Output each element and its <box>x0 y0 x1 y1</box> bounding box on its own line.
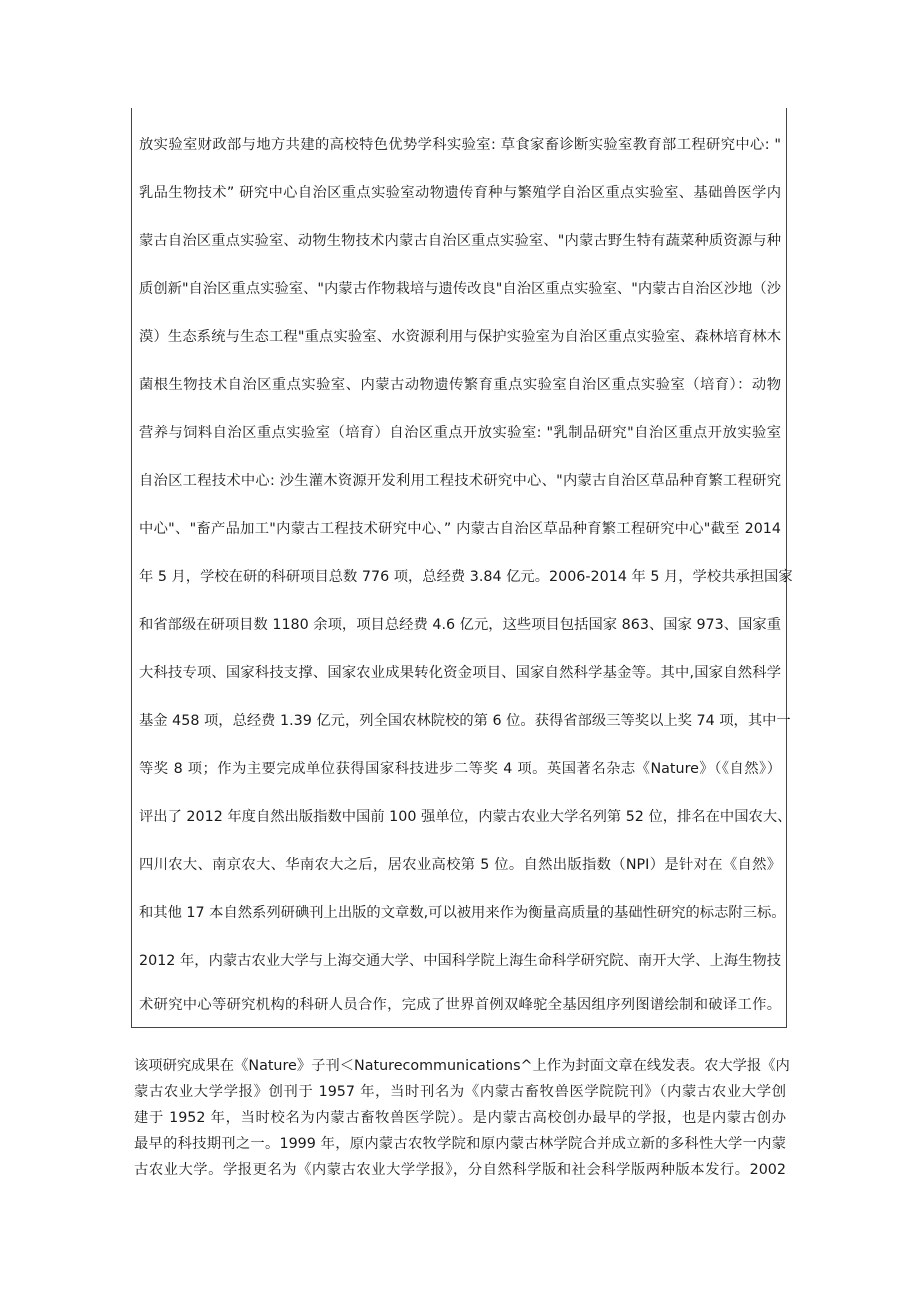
text-line: 中心"、"畜产品加工"内蒙古工程技术研究中心、” 内蒙古自治区草品种育繁工程研究中心"截至 2014 <box>139 521 781 537</box>
text-line: 放实验室财政部与地方共建的高校特色优势学科实验室: 草食家畜诊断实验室教育部工程研究中心: " <box>139 137 781 153</box>
text-line: 建于 1952 年，当时校名为内蒙古畜牧兽医学院）。是内蒙古高校创办最早的学报，也是内蒙古创办 <box>134 1110 786 1126</box>
text-line: 最早的科技期刊之一。1999 年，原内蒙古农牧学院和原内蒙古林学院合并成立新的多科性大学一内蒙 <box>134 1136 786 1152</box>
text-line: 古农业大学。学报更名为《内蒙古农业大学学报》，分自然科学版和社会科学版两种版本发行。2002 <box>134 1162 786 1178</box>
text-line: 基金 458 项，总经费 1.39 亿元，列全国农林院校的第 6 位。获得省部级三等奖以上奖 74 项，其中一 <box>139 713 791 729</box>
text-line: 乳品生物技术” 研究中心自治区重点实验室动物遗传育种与繁殖学自治区重点实验室、基础兽医学内 <box>139 185 781 201</box>
text-line: 术研究中心等研究机构的科研人员合作，完成了世界首例双峰驼全基因组序列图谱绘制和破译工作。 <box>139 997 781 1013</box>
text-line: 四川农大、南京农大、华南农大之后，居农业高校第 5 位。自然出版指数（NPI）是针对在《自然》 <box>139 857 781 873</box>
text-line: 质创新"自治区重点实验室、"内蒙古作物栽培与遗传改良"自治区重点实验室、"内蒙古自治区沙地（沙 <box>139 281 781 297</box>
text-line: 年 5 月，学校在研的科研项目总数 776 项，总经费 3.84 亿元。2006-2014 年 5 月，学校共承担国家 <box>139 569 793 585</box>
text-line: 蒙古农业大学学报》创刊于 1957 年，当时刊名为《内蒙古畜牧兽医学院院刊》（内蒙古农业大学创 <box>134 1084 786 1100</box>
text-line: 2012 年，内蒙古农业大学与上海交通大学、中国科学院上海生命科学研究院、南开大学、上海生物技 <box>139 953 781 969</box>
text-line: 蒙古自治区重点实验室、动物生物技术内蒙古自治区重点实验室、"内蒙古野生特有蔬菜种质资源与种 <box>139 233 781 249</box>
text-line: 漠）生态系统与生态工程"重点实验室、水资源利用与保护实验室为自治区重点实验室、森林培育林木 <box>139 329 781 345</box>
text-line: 自治区工程技术中心: 沙生灌木资源开发利用工程技术研究中心、"内蒙古自治区草品种育繁工程研究 <box>139 473 781 489</box>
text-line: 等奖 8 项；作为主要完成单位获得国家科技进步二等奖 4 项。英国著名杂志《Nature》（《自然》） <box>139 761 781 777</box>
text-line: 菌根生物技术自治区重点实验室、内蒙古动物遗传繁育重点实验室自治区重点实验室（培育）：动物 <box>139 377 781 393</box>
text-line: 和省部级在研项目数 1180 余项，项目总经费 4.6 亿元，这些项目包括国家 863、国家 973、国家重 <box>139 617 781 633</box>
text-line: 和其他 17 本自然系列研碘刊上出版的文章数,可以被用来作为衡量高质量的基础性研究的标志附三标。 <box>139 905 786 921</box>
text-line: 营养与饲料自治区重点实验室（培育）自治区重点开放实验室: "乳制品研究"自治区重点开放实验室 <box>139 425 781 441</box>
text-line: 该项研究成果在《Nature》子刊＜Naturecommunications^上作为封面文章在线发表。农大学报《内 <box>134 1058 790 1074</box>
text-line: 评出了 2012 年度自然出版指数中国前 100 强单位，内蒙古农业大学名列第 52 位，排名在中国农大、 <box>139 809 792 825</box>
plain-text-block <box>134 1052 790 1182</box>
bordered-text-block <box>131 108 793 1028</box>
text-line: 大科技专项、国家科技支撑、国家农业成果转化资金项目、国家自然科学基金等。其中,国家自然科学 <box>139 665 781 681</box>
